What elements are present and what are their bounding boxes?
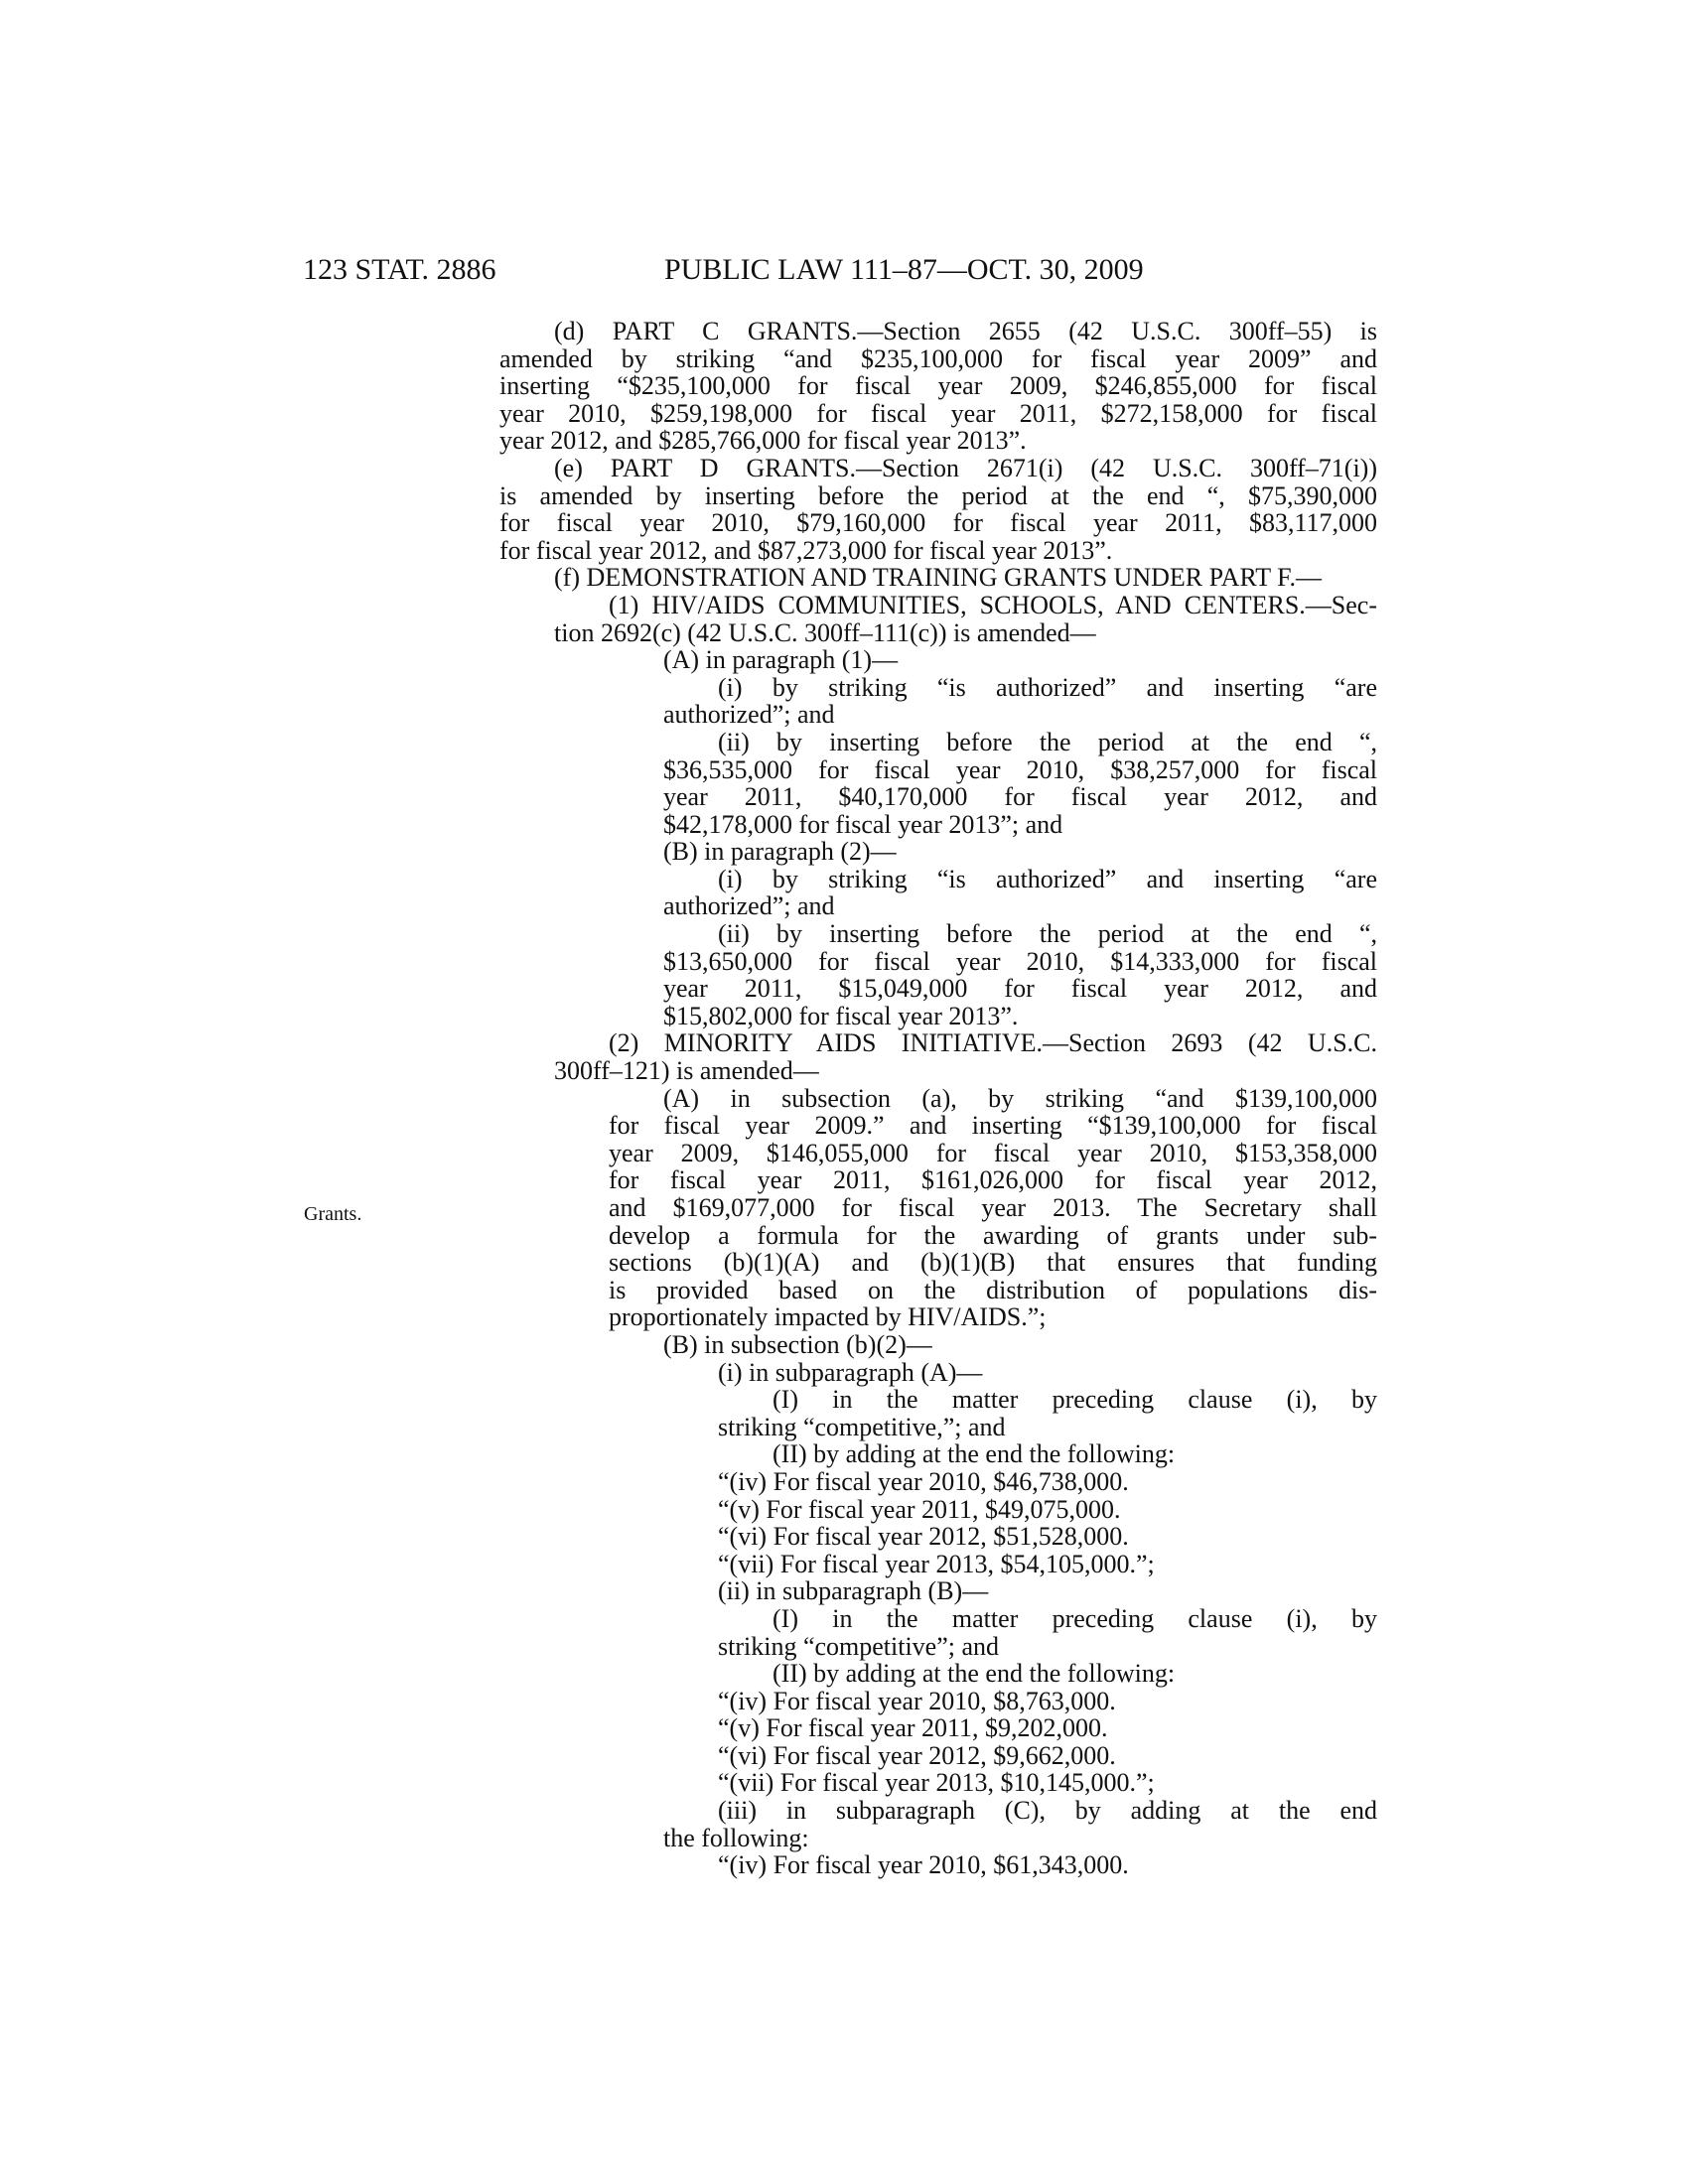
- text-line: (II) by adding at the end the following:: [773, 1659, 1176, 1689]
- text-line: “(vi) For fiscal year 2012, $51,528,000.: [718, 1522, 1129, 1552]
- text-line: (B) in subsection (b)(2)—: [663, 1329, 932, 1359]
- text-line: sections (b)(1)(A) and (b)(1)(B) that ensures that funding: [609, 1248, 1377, 1278]
- text-line: amended by striking “and $235,100,000 for fiscal year 2009” and: [499, 343, 1377, 373]
- text-line: $13,650,000 for fiscal year 2010, $14,333,000 for fiscal: [663, 946, 1377, 976]
- text-line: $36,535,000 for fiscal year 2010, $38,257,000 for fiscal: [663, 754, 1377, 784]
- text-line: inserting “$235,100,000 for fiscal year 2009, $246,855,000 for fiscal: [499, 371, 1377, 401]
- text-line: (i) by striking “is authorized” and inserting “are: [718, 864, 1377, 893]
- text-line: (i) in subparagraph (A)—: [718, 1357, 983, 1387]
- text-line: “(iv) For fiscal year 2010, $61,343,000.: [718, 1850, 1129, 1880]
- text-line: $42,178,000 for fiscal year 2013”; and: [663, 809, 1063, 839]
- law-title: PUBLIC LAW 111–87—OCT. 30, 2009: [664, 253, 1144, 286]
- text-line: (1) HIV/AIDS COMMUNITIES, SCHOOLS, AND CENTERS.—Sec-: [609, 590, 1377, 619]
- text-line: “(iv) For fiscal year 2010, $8,763,000.: [718, 1686, 1116, 1715]
- text-line: 300ff–121) is amended—: [554, 1056, 819, 1086]
- text-line: (A) in paragraph (1)—: [663, 645, 899, 675]
- text-line: “(iv) For fiscal year 2010, $46,738,000.: [718, 1466, 1129, 1496]
- text-line: (ii) in subparagraph (B)—: [718, 1576, 989, 1606]
- text-line: (A) in subsection (a), by striking “and $139,100,000: [663, 1083, 1377, 1113]
- text-line: “(vi) For fiscal year 2012, $9,662,000.: [718, 1740, 1116, 1770]
- text-line: (i) by striking “is authorized” and inserting “are: [718, 672, 1377, 702]
- text-line: (iii) in subparagraph (C), by adding at the end: [718, 1796, 1377, 1826]
- text-line: is provided based on the distribution of populations dis-: [609, 1275, 1377, 1304]
- text-line: “(v) For fiscal year 2011, $9,202,000.: [718, 1713, 1108, 1743]
- text-line: year 2012, and $285,766,000 for fiscal year 2013”.: [499, 426, 1027, 456]
- text-line: (I) in the matter preceding clause (i), by: [773, 1385, 1377, 1415]
- text-line: proportionately impacted by HIV/AIDS.”;: [609, 1302, 1047, 1332]
- page-header: [0, 250, 1688, 290]
- text-line: “(v) For fiscal year 2011, $49,075,000.: [718, 1494, 1121, 1524]
- text-line: striking “competitive”; and: [718, 1631, 1000, 1661]
- text-line: (2) MINORITY AIDS INITIATIVE.—Section 2693 (42 U.S.C.: [609, 1028, 1377, 1058]
- text-line: is amended by inserting before the period at the end “, $75,390,000: [499, 480, 1377, 510]
- text-line: (B) in paragraph (2)—: [663, 837, 897, 867]
- text-line: year 2011, $15,049,000 for fiscal year 2012, and: [663, 974, 1377, 1004]
- text-line: for fiscal year 2011, $161,026,000 for fiscal year 2012,: [609, 1165, 1377, 1195]
- text-line: for fiscal year 2012, and $87,273,000 for fiscal year 2013”.: [499, 535, 1113, 565]
- text-line: year 2009, $146,055,000 for fiscal year 2010, $153,358,000: [609, 1138, 1377, 1167]
- text-line: “(vii) For fiscal year 2013, $10,145,000.”;: [718, 1768, 1155, 1798]
- text-line: year 2010, $259,198,000 for fiscal year 2011, $272,158,000 for fiscal: [499, 398, 1377, 428]
- text-line: for fiscal year 2009.” and inserting “$139,100,000 for fiscal: [609, 1111, 1377, 1141]
- text-line: (d) PART C GRANTS.—Section 2655 (42 U.S.C. 300ff–55) is: [554, 317, 1377, 345]
- page-reference: 123 STAT. 2886: [303, 253, 496, 286]
- text-line: year 2011, $40,170,000 for fiscal year 2012, and: [663, 782, 1377, 812]
- statute-body-text: [499, 318, 1377, 1879]
- text-line: (e) PART D GRANTS.—Section 2671(i) (42 U.S.C. 300ff–71(i)): [554, 453, 1377, 482]
- text-line: authorized”; and: [663, 891, 835, 921]
- text-line: the following:: [663, 1823, 809, 1852]
- text-line: and $169,077,000 for fiscal year 2013. The Secretary shall: [609, 1193, 1377, 1222]
- text-line: (I) in the matter preceding clause (i), by: [773, 1603, 1377, 1633]
- text-line: (ii) by inserting before the period at the end “,: [718, 727, 1377, 756]
- text-line: develop a formula for the awarding of grants under sub-: [609, 1220, 1377, 1250]
- margin-note-grants: Grants.: [304, 1203, 362, 1225]
- text-line: (II) by adding at the end the following:: [773, 1439, 1176, 1469]
- text-line: $15,802,000 for fiscal year 2013”.: [663, 1001, 1019, 1030]
- text-line: (f) DEMONSTRATION AND TRAINING GRANTS UNDER PART F.—: [554, 563, 1323, 593]
- text-line: “(vii) For fiscal year 2013, $54,105,000.”;: [718, 1549, 1155, 1578]
- text-line: (ii) by inserting before the period at the end “,: [718, 919, 1377, 949]
- text-line: striking “competitive,”; and: [718, 1412, 1006, 1441]
- text-line: tion 2692(c) (42 U.S.C. 300ff–111(c)) is amended—: [554, 617, 1096, 647]
- text-line: authorized”; and: [663, 700, 835, 730]
- text-line: for fiscal year 2010, $79,160,000 for fiscal year 2011, $83,117,000: [499, 508, 1377, 538]
